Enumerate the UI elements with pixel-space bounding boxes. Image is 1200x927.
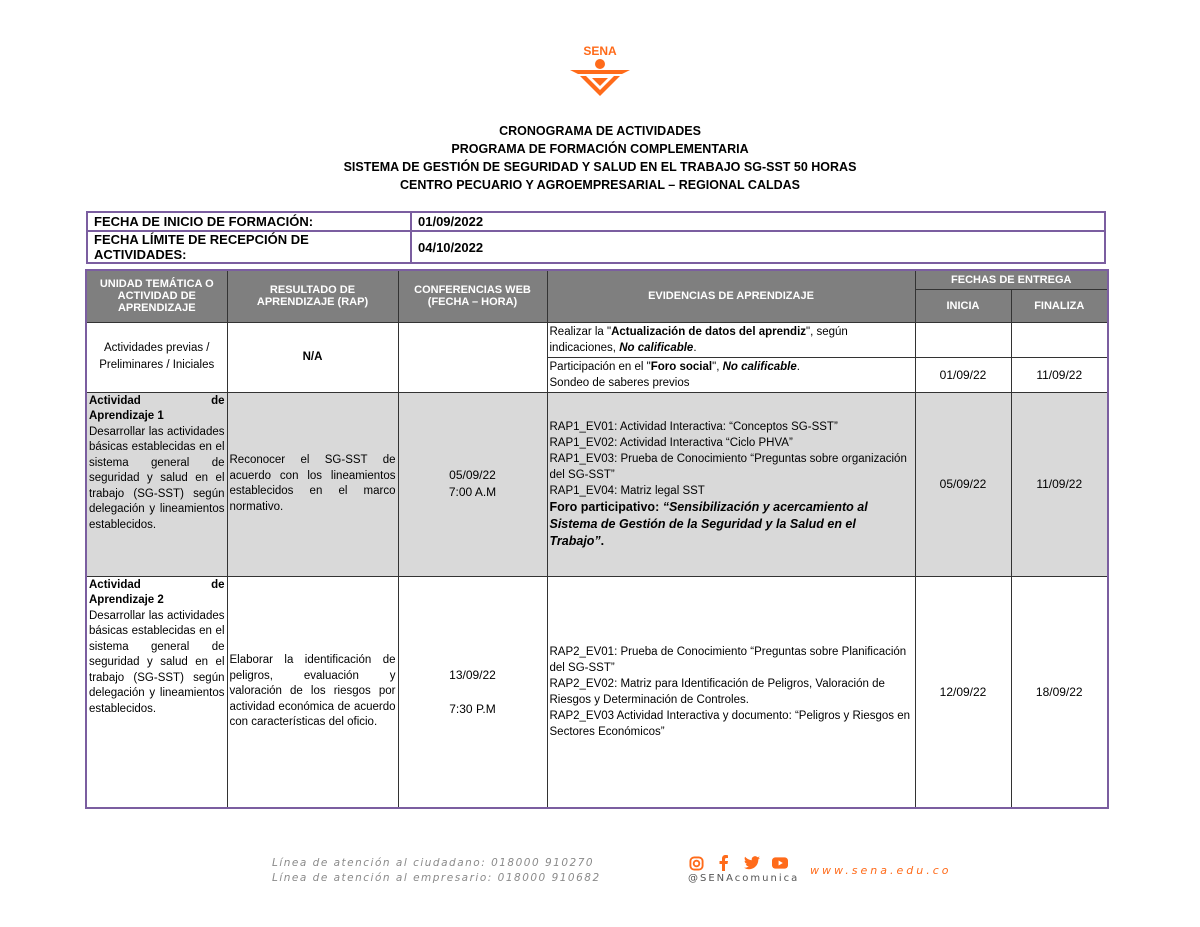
evidence-activity-2: RAP2_EV01: Prueba de Conocimiento “Preguntas sobre Planificación del SG-SST” RAP2_EV02: Matriz para Identificación de Peligros, Valoración de Riesgos y Determinación de Controles. RAP2_EV03 Actividad Interactiva y documento: “Peligros y Riesgos en Sectores Económicos”	[547, 576, 915, 808]
sena-logo	[566, 44, 634, 102]
start-date-value: 01/09/2022	[411, 212, 1105, 231]
unit-activity-2: Actividad de Aprendizaje 2 Desarrollar las actividades básicas establecidas en el sistema general de seguridad y salud en el trabajo (SG-SST) según delegación y lineamientos establecidos.	[86, 576, 227, 808]
unit-activity-1: Actividad de Aprendizaje 1 Desarrollar las actividades básicas establecidas en el sistema general de seguridad y salud en el trabajo (SG-SST) según delegación y lineamientos establecidos.	[86, 392, 227, 576]
schedule-table	[85, 269, 1109, 809]
rap-na: N/A	[227, 322, 398, 392]
rap-activity-1: Reconocer el SG-SST de acuerdo con los lineamientos establecidos en el marco normativo.	[227, 392, 398, 576]
header-web: CONFERENCIAS WEB (FECHA – HORA)	[398, 270, 547, 322]
start-date-row1: 05/09/22	[915, 392, 1011, 576]
end-empty	[1011, 322, 1108, 357]
youtube-icon[interactable]	[772, 855, 788, 871]
header-start: INICIA	[915, 289, 1011, 322]
footer-contact-lines	[272, 856, 601, 886]
unit-preliminaries: Actividades previas / Preliminares / Iniciales	[86, 322, 227, 392]
end-date-row2: 18/09/22	[1011, 576, 1108, 808]
web-conference-2: 13/09/22 7:30 P.M	[398, 576, 547, 808]
header-unit: UNIDAD TEMÁTICA O ACTIVIDAD DE APRENDIZAJE	[86, 270, 227, 322]
header-dates: FECHAS DE ENTREGA	[915, 270, 1108, 289]
title-line-1: CRONOGRAMA DE ACTIVIDADES	[499, 124, 701, 138]
title-line-4: CENTRO PECUARIO Y AGROEMPRESARIAL – REGIONAL CALDAS	[399, 178, 801, 192]
start-date-row2: 12/09/22	[915, 576, 1011, 808]
header-evidence: EVIDENCIAS DE APRENDIZAJE	[547, 270, 915, 322]
dates-info-table	[86, 211, 1106, 264]
svg-text:SENA: SENA	[583, 44, 617, 58]
header-end: FINALIZA	[1011, 289, 1108, 322]
deadline-label: FECHA LÍMITE DE RECEPCIÓN DE ACTIVIDADES:	[87, 231, 411, 263]
start-empty	[915, 322, 1011, 357]
rap-activity-2: Elaborar la identificación de peligros, evaluación y valoración de los riesgos por actividad económica de acuerdo con características del oficio.	[227, 576, 398, 808]
social-block	[688, 855, 803, 884]
evidence-social-forum: Participación en el "Foro social", No calificable. Sondeo de saberes previos	[547, 357, 915, 392]
start-date-label: FECHA DE INICIO DE FORMACIÓN:	[87, 212, 411, 231]
evidence-activity-1: RAP1_EV01: Actividad Interactiva: “Conceptos SG-SST” RAP1_EV02: Actividad Interactiva “Ciclo PHVA” RAP1_EV03: Prueba de Conocimiento “Preguntas sobre organización del SG-SST” RAP1_EV04: Matriz legal SST Foro participativo: “Sensibilización y acercamiento al Sistema de Gestión de la Seguridad y la Salud en el Trabajo”.	[547, 392, 915, 576]
end-date-row1: 11/09/22	[1011, 392, 1108, 576]
web-empty	[398, 322, 547, 392]
social-handle: @SENAcomunica	[688, 873, 800, 884]
end-date-row0: 11/09/22	[1011, 357, 1108, 392]
business-line: Línea de atención al empresario: 018000 910682	[272, 872, 601, 884]
instagram-icon[interactable]	[688, 855, 704, 871]
website-link[interactable]: www.sena.edu.co	[810, 864, 952, 877]
deadline-value: 04/10/2022	[411, 231, 1105, 263]
evidence-update-data: Realizar la "Actualización de datos del aprendiz", según indicaciones, No calificable.	[547, 322, 915, 357]
web-conference-1: 05/09/22 7:00 A.M	[398, 392, 547, 576]
title-line-2: PROGRAMA DE FORMACIÓN COMPLEMENTARIA	[451, 142, 749, 156]
document-title	[0, 122, 1200, 194]
title-line-3: SISTEMA DE GESTIÓN DE SEGURIDAD Y SALUD EN EL TRABAJO SG-SST 50 HORAS	[343, 160, 857, 174]
start-date-row0: 01/09/22	[915, 357, 1011, 392]
header-rap: RESULTADO DE APRENDIZAJE (RAP)	[227, 270, 398, 322]
facebook-icon[interactable]	[716, 855, 732, 871]
citizen-line: Línea de atención al ciudadano: 018000 910270	[272, 857, 595, 869]
twitter-icon[interactable]	[744, 855, 760, 871]
